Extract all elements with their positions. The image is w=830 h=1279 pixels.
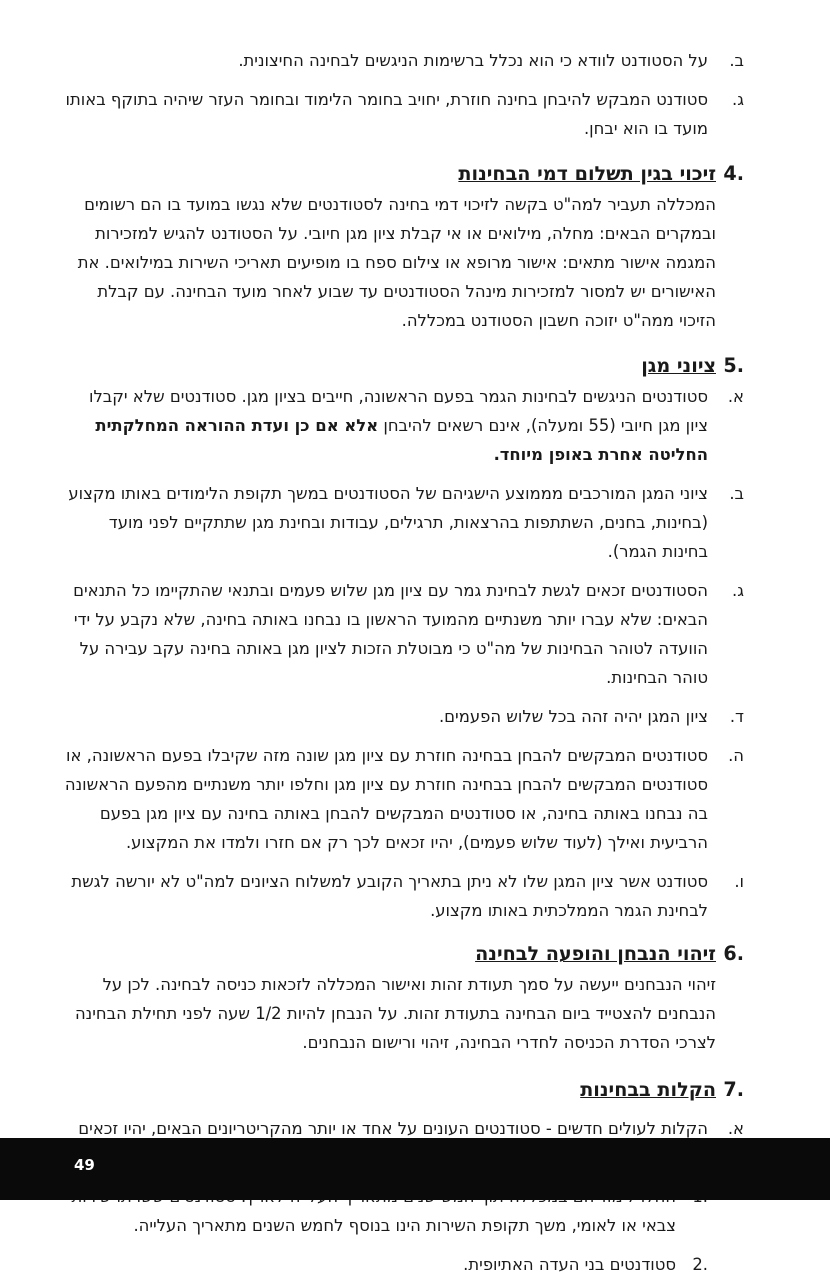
item-text: סטודנט המבקש להיבחן בחינה חוזרת, יחויב בחומר הלימוד ובחומר העזר שיהיה בתוקף באותו מועד בו הוא יבחן. <box>65 90 708 138</box>
page-number: 49 <box>74 1156 95 1174</box>
item-marker: א. <box>727 387 744 406</box>
item-marker: ו. <box>734 872 744 891</box>
item-marker: ג. <box>732 581 744 600</box>
item-marker: ה. <box>728 746 744 765</box>
section-title: ציוני מגן <box>641 354 716 377</box>
item-text: על הסטודנט לוודא כי הוא נכלל ברשימות הניגשים לבחינה החיצונית. <box>238 51 708 70</box>
sub-list-item <box>64 1250 744 1279</box>
section-title: הקלות בבחינות <box>580 1078 716 1101</box>
item-marker: ג. <box>732 90 744 109</box>
section-number: .5 <box>723 354 744 377</box>
section-title: זיהוי הנבחן והופעה לבחינה <box>475 942 716 965</box>
item-marker: ב. <box>729 51 744 70</box>
section-7-heading <box>64 1075 744 1104</box>
item-text: הקלות לעולים חדשים - סטודנטים העונים על אחד או יותר מהקריטריונים הבאים, יהיו זכאים <box>78 1119 708 1138</box>
section-5-heading <box>64 351 744 380</box>
section-6-body: זיהוי הנבחנים ייעשה על סמך תעודת זהות ואישור המכללה לזכאות כניסה לבחינה. לכן על הנבחנים להצטייד ביום הבחינה בתעודת זהות. על הנבחן להיות 1/2 שעה לפני תחילת הבחינה לצרכי הסדרת הכניסה לחדרי הבחינה, זיהוי ורישום הנבחנים. <box>74 975 716 1052</box>
page-content <box>64 46 744 1279</box>
section-4-body: המכללה תעביר למה"ט בקשה לזיכוי דמי בחינה לסטודנטים שלא נגשו במועד בו הם רשומים ובמקרים הבאים: מחלה, מילואים או אי קבלת ציון מגן חיובי. על הסטודנט להגיש למזכירות המגמה אישור מתאים: אישור מרופא או צילום ספח בו מופיעים תאריכי השירות במילואים. את האישורים יש למסור למזכירות מינהל הסטודנטים עד שבוע לאחר מועד הבחינה. עם קבלת הזיכוי ממה"ט יזוכה חשבון הסטודנט במכללה. <box>77 195 716 330</box>
section-6-heading <box>64 939 744 968</box>
section-4-heading <box>64 159 744 188</box>
list-item <box>64 576 744 692</box>
section-number: .4 <box>723 162 744 185</box>
list-item <box>64 85 744 143</box>
item-marker: ד. <box>729 707 744 726</box>
section-title: זיכוי בגין תשלום דמי הבחינות <box>458 162 716 185</box>
item-text: הסטודנטים זכאים לגשת לבחינת גמר עם ציון מגן שלוש פעמים ובתנאי שהתקיימו כל התנאים הבאים: שלא עברו יותר משנתיים מהמועד הראשון בו נבחנו באותה בחינה, שלא נקבע על ידי הוועדה לטוהר הבחינות של מה"ט כי מבוטלת הזכות לציון מגן באותה בחינה עקב עבירה על טוהר הבחינות. <box>73 581 708 687</box>
item-marker: ב. <box>729 484 744 503</box>
item-text: ציון המגן יהיה זהה בכל שלוש הפעמים. <box>438 707 708 726</box>
item-text: סטודנטים המבקשים להבחן בבחינה חוזרת עם ציון מגן שונה מזה שקיבלו בפעם הראשונה, או סטודנטים המבקשים להבחן בבחינה חוזרת עם ציון מגן וחלפו יותר משנתיים מהפעם הראשונה בה נבחנו באותה בחינה, או סטודנטים המבקשים להבחן באותה בחינה עם ציון מגן בפעם הרביעית ואילך (לעוד שלוש פעמים), יהיו זכאים לכך רק אם חזרו ולמדו את המקצוע. <box>64 746 708 852</box>
section-number: .7 <box>723 1078 744 1101</box>
list-item <box>64 867 744 925</box>
list-item <box>64 46 744 75</box>
page-footer <box>0 1138 830 1200</box>
item-text: ציוני המגן המורכבים מממוצע הישגיהם של הסטודנטים במשך תקופת הלימודים באותו מקצוע (בחינות, בחנים, השתתפות בהרצאות, תרגילים, עבודות ובחינת מגן שתתקיים לפני מועד בחינות הגמר). <box>68 484 708 561</box>
list-item <box>64 382 744 469</box>
item-marker: א. <box>727 1119 744 1138</box>
item-bold-text: אלא אם כן ועדת ההוראה המחלקתית החליטה אחרת באופן מיוחד. <box>95 416 708 464</box>
list-item <box>64 702 744 731</box>
item-text: סטודנטים הניגשים לבחינות הגמר בפעם הראשונה, חייבים בציון מגן. סטודנטים שלא יקבלו ציון מגן חיובי (55 ומעלה), אינם רשאים להיבחן <box>89 387 708 435</box>
item-text: צבאי או לאומי, משך תקופת השירות הינו בנוסף לחמש השנים מתאריך העלייה. <box>133 1216 676 1235</box>
item-text: סטודנטים בני העדה האתיופית. <box>463 1255 676 1274</box>
list-item <box>64 479 744 566</box>
item-text: סטודנט אשר ציון המגן שלו לא ניתן בתאריך הקובע למשלוח הציונים למה"ט לא יורשה לגשת לבחינת הגמר הממלכתית באותו מקצוע. <box>71 872 708 920</box>
item-marker: .2 <box>692 1255 708 1274</box>
list-item <box>64 741 744 857</box>
section-number: .6 <box>723 942 744 965</box>
